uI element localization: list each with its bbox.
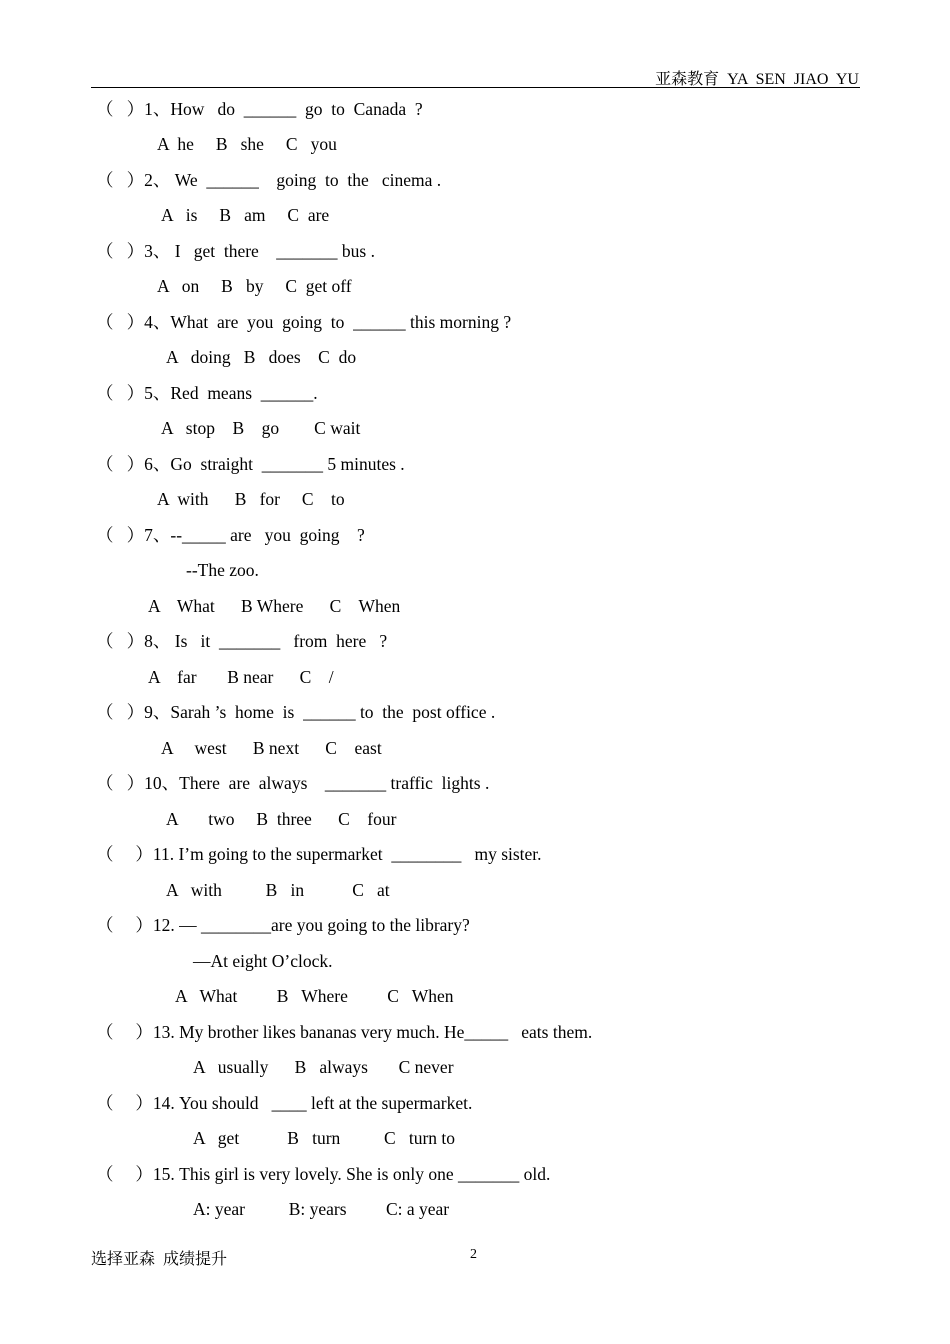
question-15-options: A: year B: years C: a year — [193, 1199, 450, 1219]
question-14-options: A get B turn C turn to — [193, 1128, 456, 1148]
question-13-options: A usually B always C never — [193, 1057, 454, 1077]
question-9: （ ）9、Sarah ’s home is ______ to the post office . — [96, 702, 496, 722]
question-3: （ ）3、 I get there _______ bus . — [96, 241, 375, 261]
question-8-options: A far B near C / — [148, 667, 334, 687]
question-5: （ ）5、Red means ______. — [96, 383, 318, 403]
question-7-answer-prompt: --The zoo. — [186, 560, 259, 580]
question-8: （ ）8、 Is it _______ from here ? — [96, 631, 388, 651]
question-1: （ ）1、How do ______ go to Canada ? — [96, 99, 423, 119]
header-rule — [91, 87, 860, 88]
page-number: 2 — [470, 1247, 477, 1262]
question-14: （ ）14. You should ____ left at the supermarket. — [96, 1093, 473, 1113]
question-4: （ ）4、What are you going to ______ this morning ? — [96, 312, 512, 332]
page-header: 亚森教育 YA SEN JIAO YU — [655, 71, 859, 88]
question-10: （ ）10、There are always _______ traffic lights . — [96, 773, 490, 793]
question-12-options: A What B Where C When — [175, 986, 454, 1006]
question-2: （ ）2、 We ______ going to the cinema . — [96, 170, 442, 190]
question-4-options: A doing B does C do — [166, 347, 357, 367]
question-7: （ ）7、--_____ are you going ? — [96, 525, 365, 545]
question-6-options: A with B for C to — [157, 489, 345, 509]
question-15: （ ）15. This girl is very lovely. She is only one _______ old. — [96, 1164, 551, 1184]
footer-slogan: 选择亚森 成绩提升 — [91, 1251, 228, 1268]
question-13: （ ）13. My brother likes bananas very much. He_____ eats them. — [96, 1022, 593, 1042]
question-10-options: A two B three C four — [166, 809, 397, 829]
question-9-options: A west B next C east — [161, 738, 382, 758]
question-2-options: A is B am C are — [161, 205, 330, 225]
question-6: （ ）6、Go straight _______ 5 minutes . — [96, 454, 405, 474]
question-1-options: A he B she C you — [157, 134, 337, 154]
question-11: （ ）11. I’m going to the supermarket ________ my sister. — [96, 844, 542, 864]
question-7-options: A What B Where C When — [148, 596, 401, 616]
question-5-options: A stop B go C wait — [161, 418, 361, 438]
question-11-options: A with B in C at — [166, 880, 390, 900]
question-3-options: A on B by C get off — [157, 276, 352, 296]
question-12-answer-prompt: —At eight O’clock. — [193, 951, 333, 971]
question-12: （ ）12. — ________are you going to the library? — [96, 915, 470, 935]
